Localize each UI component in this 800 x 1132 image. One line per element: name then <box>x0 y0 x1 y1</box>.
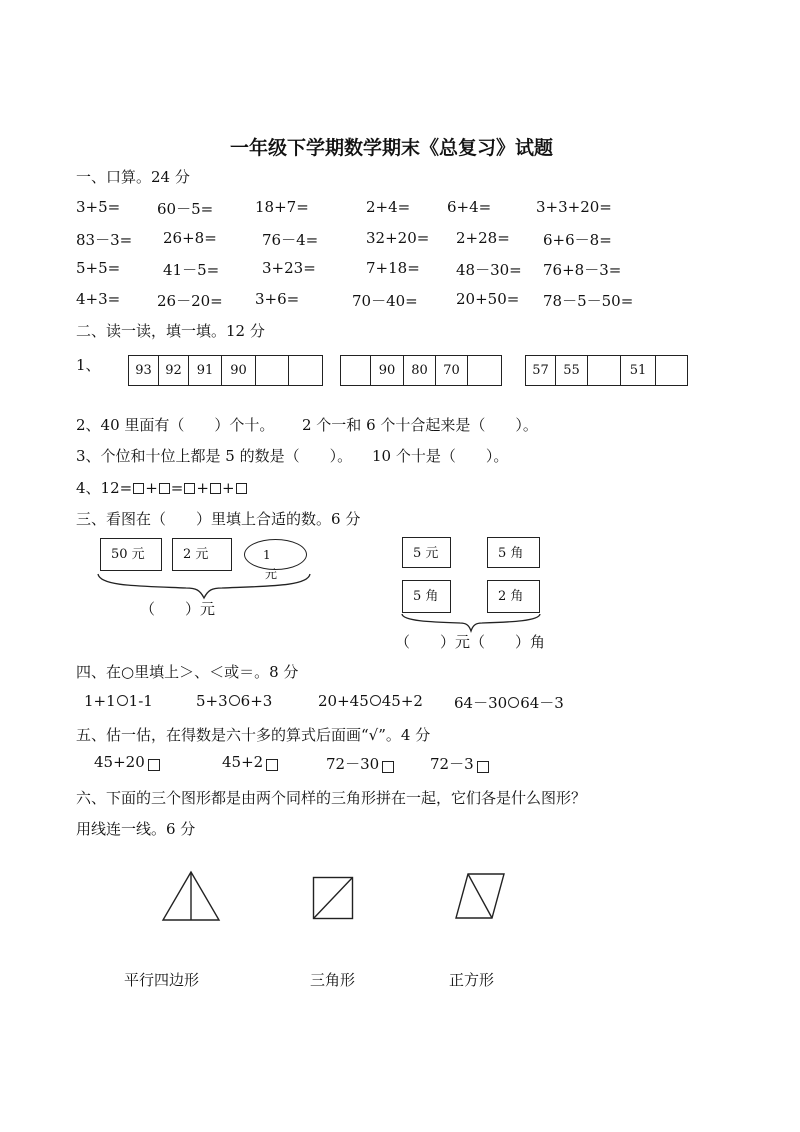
compare-left: 1+1 <box>84 692 116 710</box>
compare-left: 64－30 <box>454 694 508 712</box>
seq-cell: 80 <box>404 356 436 385</box>
answer-box[interactable] <box>159 483 170 494</box>
seq-cell: 91 <box>189 356 222 385</box>
compare-circle[interactable] <box>370 695 381 706</box>
section-3-heading: 三、看图在（ ）里填上合适的数。6 分 <box>76 510 361 528</box>
question-2a: 2、40 里面有（ ）个十。 <box>76 416 275 434</box>
compare-right: 64－3 <box>520 694 564 712</box>
label-parallelogram[interactable]: 平行四边形 <box>124 971 200 989</box>
seq-cell <box>341 356 371 385</box>
arithmetic-item: 60－5= <box>157 200 214 218</box>
estimate-expression: 45+20 <box>94 753 145 771</box>
section-6-heading: 六、下面的三个图形都是由两个同样的三角形拼在一起，它们各是什么图形？ <box>76 789 587 807</box>
compare-right: 45+2 <box>381 692 423 710</box>
section-1-heading: 一、口算。24 分 <box>76 168 190 186</box>
compare-circle[interactable] <box>229 695 240 706</box>
money-5-yuan: 5 元 <box>402 537 451 568</box>
parallelogram-figure <box>452 872 508 920</box>
seq-cell: 90 <box>371 356 404 385</box>
seq-cell: 51 <box>621 356 656 385</box>
answer-box[interactable] <box>210 483 221 494</box>
arithmetic-item: 7+18= <box>366 259 420 277</box>
estimate-item <box>94 753 161 771</box>
compare-circle[interactable] <box>117 695 128 706</box>
check-box[interactable] <box>382 761 394 773</box>
arithmetic-item: 41－5= <box>163 261 220 279</box>
arithmetic-item: 18+7= <box>255 198 309 216</box>
seq-cell <box>588 356 621 385</box>
right-answer: （ ）元（ ）角 <box>395 633 546 651</box>
compare-item <box>454 692 564 713</box>
equals-sign: = <box>170 479 184 497</box>
seq-cell: 55 <box>556 356 588 385</box>
section-6-heading-2: 用线连一线。6 分 <box>76 820 196 838</box>
money-5-jiao: 5 角 <box>402 580 451 613</box>
estimate-expression: 72－3 <box>430 755 474 773</box>
answer-box[interactable] <box>236 483 247 494</box>
seq-cell: 93 <box>129 356 159 385</box>
arithmetic-item: 3+5= <box>76 198 121 216</box>
estimate-item <box>326 753 395 774</box>
compare-circle[interactable] <box>508 697 519 708</box>
seq-cell: 92 <box>159 356 189 385</box>
arithmetic-item: 70－40= <box>352 292 418 310</box>
estimate-item <box>222 753 279 771</box>
left-answer: （ ）元 <box>140 600 216 618</box>
check-box[interactable] <box>477 761 489 773</box>
seq-cell: 70 <box>436 356 468 385</box>
square-figure <box>312 876 354 920</box>
seq-cell <box>289 356 321 385</box>
seq-cell: 90 <box>222 356 256 385</box>
compare-left: 20+45 <box>318 692 369 710</box>
arithmetic-item: 32+20= <box>366 229 430 247</box>
estimate-expression: 72－30 <box>326 755 380 773</box>
seq-cell <box>256 356 289 385</box>
exam-title: 一年级下学期数学期末《总复习》试题 <box>230 137 554 159</box>
money-2-yuan: 2 元 <box>172 538 232 571</box>
check-box[interactable] <box>266 759 278 771</box>
arithmetic-item: 76+8－3= <box>543 261 622 279</box>
arithmetic-item: 4+3= <box>76 290 121 308</box>
question-3b: 10 个十是（ ）。 <box>372 447 509 465</box>
plus-sign: + <box>145 479 158 497</box>
section-4-heading: 四、在○里填上＞、＜或＝。8 分 <box>76 663 299 681</box>
section-5-heading: 五、估一估，在得数是六十多的算式后面画“√”。4 分 <box>76 726 431 744</box>
coin-1-yuan-value: 1 <box>263 548 271 562</box>
arithmetic-item: 5+5= <box>76 259 121 277</box>
arithmetic-item: 83－3= <box>76 231 133 249</box>
seq-cell <box>468 356 500 385</box>
money-2-jiao: 2 角 <box>487 580 540 613</box>
arithmetic-item: 26－20= <box>157 292 223 310</box>
plus-sign: + <box>221 479 235 497</box>
label-triangle[interactable]: 三角形 <box>310 971 356 989</box>
arithmetic-item: 2+28= <box>456 229 510 247</box>
compare-item <box>318 692 423 710</box>
plus-sign: + <box>196 479 209 497</box>
label-square[interactable]: 正方形 <box>449 971 495 989</box>
q4-prefix: 4、12= <box>76 479 133 497</box>
question-1-label: 1、 <box>76 356 101 374</box>
answer-box[interactable] <box>184 483 195 494</box>
arithmetic-item: 2+4= <box>366 198 411 216</box>
arithmetic-item: 26+8= <box>163 229 217 247</box>
compare-item <box>84 692 153 710</box>
money-50-yuan: 50 元 <box>100 538 162 571</box>
triangle-figure <box>160 870 222 922</box>
money-5-jiao-top: 5 角 <box>487 537 540 568</box>
arithmetic-item: 3+6= <box>255 290 300 308</box>
arithmetic-item: 76－4= <box>262 231 319 249</box>
compare-right: 1-1 <box>128 692 153 710</box>
number-sequence-2 <box>340 355 502 386</box>
question-4 <box>76 477 248 498</box>
section-2-heading: 二、读一读，填一填。12 分 <box>76 322 265 340</box>
arithmetic-item: 3+3+20= <box>536 198 612 216</box>
number-sequence-1 <box>128 355 323 386</box>
estimate-item <box>430 753 490 774</box>
arithmetic-item: 6+6－8= <box>543 231 612 249</box>
seq-cell: 57 <box>526 356 556 385</box>
answer-box[interactable] <box>133 483 144 494</box>
arithmetic-item: 6+4= <box>447 198 492 216</box>
compare-right: 6+3 <box>240 692 273 710</box>
estimate-expression: 45+2 <box>222 753 264 771</box>
question-3a: 3、个位和十位上都是 5 的数是（ ）。 <box>76 447 353 465</box>
seq-cell <box>656 356 686 385</box>
arithmetic-item: 20+50= <box>456 290 520 308</box>
arithmetic-item: 48－30= <box>456 261 522 279</box>
compare-left: 5+3 <box>196 692 228 710</box>
arithmetic-item: 3+23= <box>262 259 316 277</box>
number-sequence-3 <box>525 355 688 386</box>
arithmetic-item: 78－5－50= <box>543 292 634 310</box>
coin-1-yuan-unit: 元 <box>265 567 278 581</box>
check-box[interactable] <box>148 759 160 771</box>
compare-item <box>196 692 272 710</box>
question-2b: 2 个一和 6 个十合起来是（ ）。 <box>302 416 538 434</box>
